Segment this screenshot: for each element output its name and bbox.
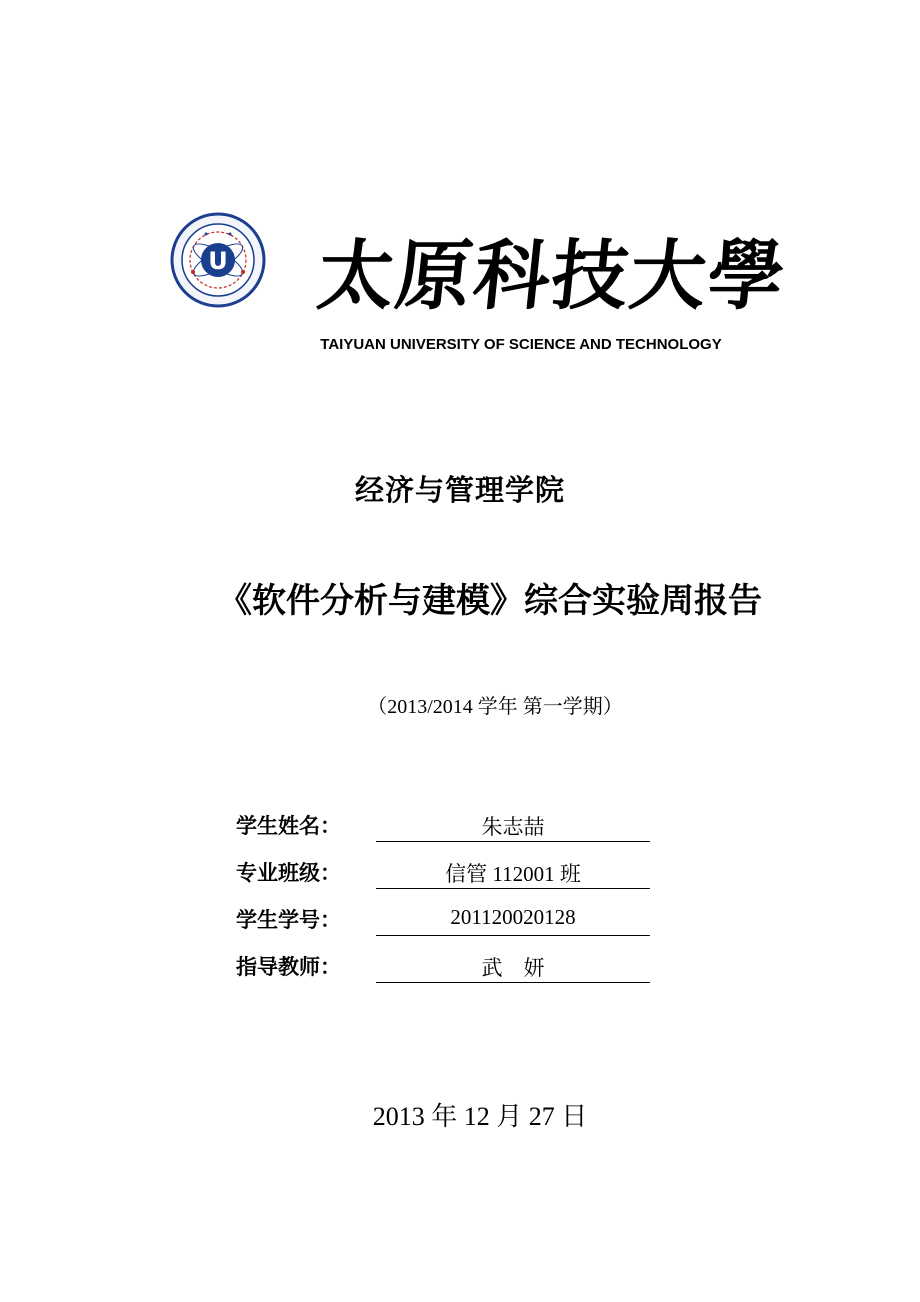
college-name: 经济与管理学院 <box>354 473 565 507</box>
report-title: 《软件分析与建模》综合实验周报告 <box>218 581 762 621</box>
seal-letter: U <box>208 247 228 275</box>
underline <box>376 935 650 936</box>
info-row-advisor <box>0 949 920 989</box>
student-id-value: 201120020128 <box>450 905 576 929</box>
advisor-value: 武 妍 <box>481 956 545 980</box>
major-class-label: 专业班级： <box>236 861 341 885</box>
report-date: 2013 年 12 月 27 日 <box>372 1102 588 1131</box>
student-name-label: 学生姓名： <box>236 814 341 838</box>
advisor-label: 指导教师： <box>236 955 341 979</box>
university-name-cn: 太原科技大學 <box>313 231 791 320</box>
underline <box>376 982 650 983</box>
info-row-student-name <box>0 808 920 848</box>
info-row-student-id <box>0 902 920 942</box>
university-name-en: TAIYUAN UNIVERSITY OF SCIENCE AND TECHNOLOGY <box>320 336 722 353</box>
university-seal-logo <box>170 212 266 308</box>
student-id-label: 学生学号： <box>236 908 341 932</box>
info-row-major-class <box>0 855 920 895</box>
student-name-value: 朱志喆 <box>481 815 545 839</box>
underline <box>376 888 650 889</box>
major-class-value: 信管 112001 班 <box>445 862 581 886</box>
underline <box>376 841 650 842</box>
semester: （2013/2014 学年 第一学期） <box>367 696 623 718</box>
